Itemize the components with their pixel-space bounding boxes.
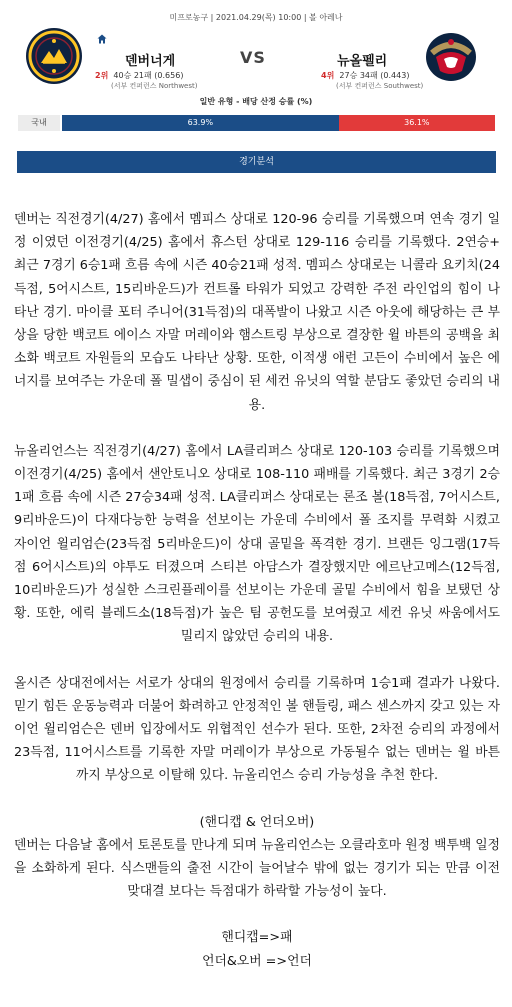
home-rank: 2위 [95,71,109,80]
probability-bar [18,115,495,131]
home-team-name: 덴버너게 [125,54,176,69]
head-to-head-analysis: 올시즌 상대전에서는 서로가 상대의 원정에서 승리를 기록하며 1승1패 결과가 나왔다. 믿기 힘든 운동능력과 더불어 화려하고 안정적인 볼 핸들링, 패스 센스까지 갖고 있는 자이언 윌리엄슨은 덴버 입장에서도 위협적인 선수가 된다. 또한, 2차전 승리의 과정에서 23득점, 11어시스트를 기록한 자말 머레이가 부상으로 가동될수 없는 덴버는 윌 바튼 까지 부상으로 이탈해 있다. 뉴올리언스 승리 가능성을 추천 한다. [14,675,500,784]
new-orleans-pelicans-logo [422,27,480,85]
league-info: 미프로농구 | 2021.04.29(목) 10:00 | 볼 아레나 [169,13,343,22]
home-conference: (서부 컨퍼런스 Northwest) [111,82,198,90]
away-team-name: 뉴올펠리 [337,54,388,69]
pick-over-under: 언더&오버 =>언더 [202,953,312,969]
home-probability: 63.9% [62,115,339,131]
market-title: 일반 유형 - 배당 산정 승률 (%) [199,97,313,106]
pick-handicap: 핸디캡=>패 [221,930,293,946]
away-record [321,70,409,81]
home-record-text: 40승 21패 (0.656) [113,71,184,80]
away-probability: 36.1% [339,115,495,131]
away-analysis: 뉴올리언스는 직전경기(4/27) 홈에서 LA클리퍼스 상대로 120-103 승리를 기록했으며 이전경기(4/25) 홈에서 샌안토니오 상대로 108-110 패배를 기록했다. 최근 3경기 2승1패 흐름 속에 시즌 27승34패 성적. LA클리퍼스 상대로는 론조 볼(18득점, 7어시스트, 9리바운드)이 다재다능한 능력을 선보이는 가운데 수비에서 폴 조지를 무력화 시켰고 자이언 윌리엄슨(23득점 5리바운드)이 상대 골밑을 폭격한 경기. 브랜든 잉그램(17득점 6어시스트)의 야투도 터졌으며 스티븐 아담스가 결장했지만 에르난고메스(12득점, 10리바운드)가 성실한 스크린플레이를 선보이는 가운데 골밑 수비에서 힘을 보탰던 상황. 또한, 에릭 블레드소(18득점)가 높은 팀 공헌도를 보여줬고 세컨 유닛 싸움에서도 밀리지 않았던 승리의 내용. [14,443,500,645]
home-record [95,70,183,81]
handicap-analysis: 덴버는 다음날 홈에서 토론토를 만나게 되며 뉴올리언스는 오클라호마 원정 백투백 일정을 소화하게 된다. 식스맨들의 출전 시간이 늘어날수 밖에 없는 경기가 되는 만큼 이전 맞대결 보다는 득점대가 하락할 가능성이 높다. [14,837,500,900]
bar-label: 국내 [18,115,60,131]
denver-nuggets-logo [25,27,83,85]
home-icon [97,34,107,44]
vs-label: VS [240,48,266,67]
analysis-content [14,208,500,973]
match-header [0,0,512,200]
home-analysis: 덴버는 직전경기(4/27) 홈에서 멤피스 상대로 120-96 승리를 기록했으며 연속 경기 일정 이였던 이전경기(4/25) 홈에서 휴스턴 상대로 129-116 승리를 기록했다. 2연승+ 최근 7경기 6승1패 흐름 속에 시즌 40승21패 성적. 멤피스 상대로는 니콜라 요키치(24득점, 5어시스트, 15리바운드)가 컨트롤 타워가 되었고 강력한 주전 라인업의 힘이 나타난 경기. 마이클 포터 주니어(31득점)의 대폭발이 나왔고 시즌 아웃에 해당하는 큰 부상을 당한 백코트 에이스 자말 머레이와 햄스트링 부상으로 결장한 윌 바튼의 공백을 최소화 백코트 자원들의 모습도 나타난 상황. 또한, 이적생 애런 고든이 수비에서 높은 에너지를 보여주는 가운데 폴 밀샙이 중심이 된 세컨 유닛의 역할 분담도 좋았던 승리의 내용. [14,212,500,413]
away-rank: 4위 [321,71,335,80]
away-conference: (서부 컨퍼런스 Southwest) [336,82,424,90]
handicap-title: (핸디캡 & 언더오버) [199,814,315,830]
away-record-text: 27승 34패 (0.443) [339,71,410,80]
bar-track [62,115,495,131]
analysis-section-tab[interactable]: 경기분석 [17,151,496,173]
